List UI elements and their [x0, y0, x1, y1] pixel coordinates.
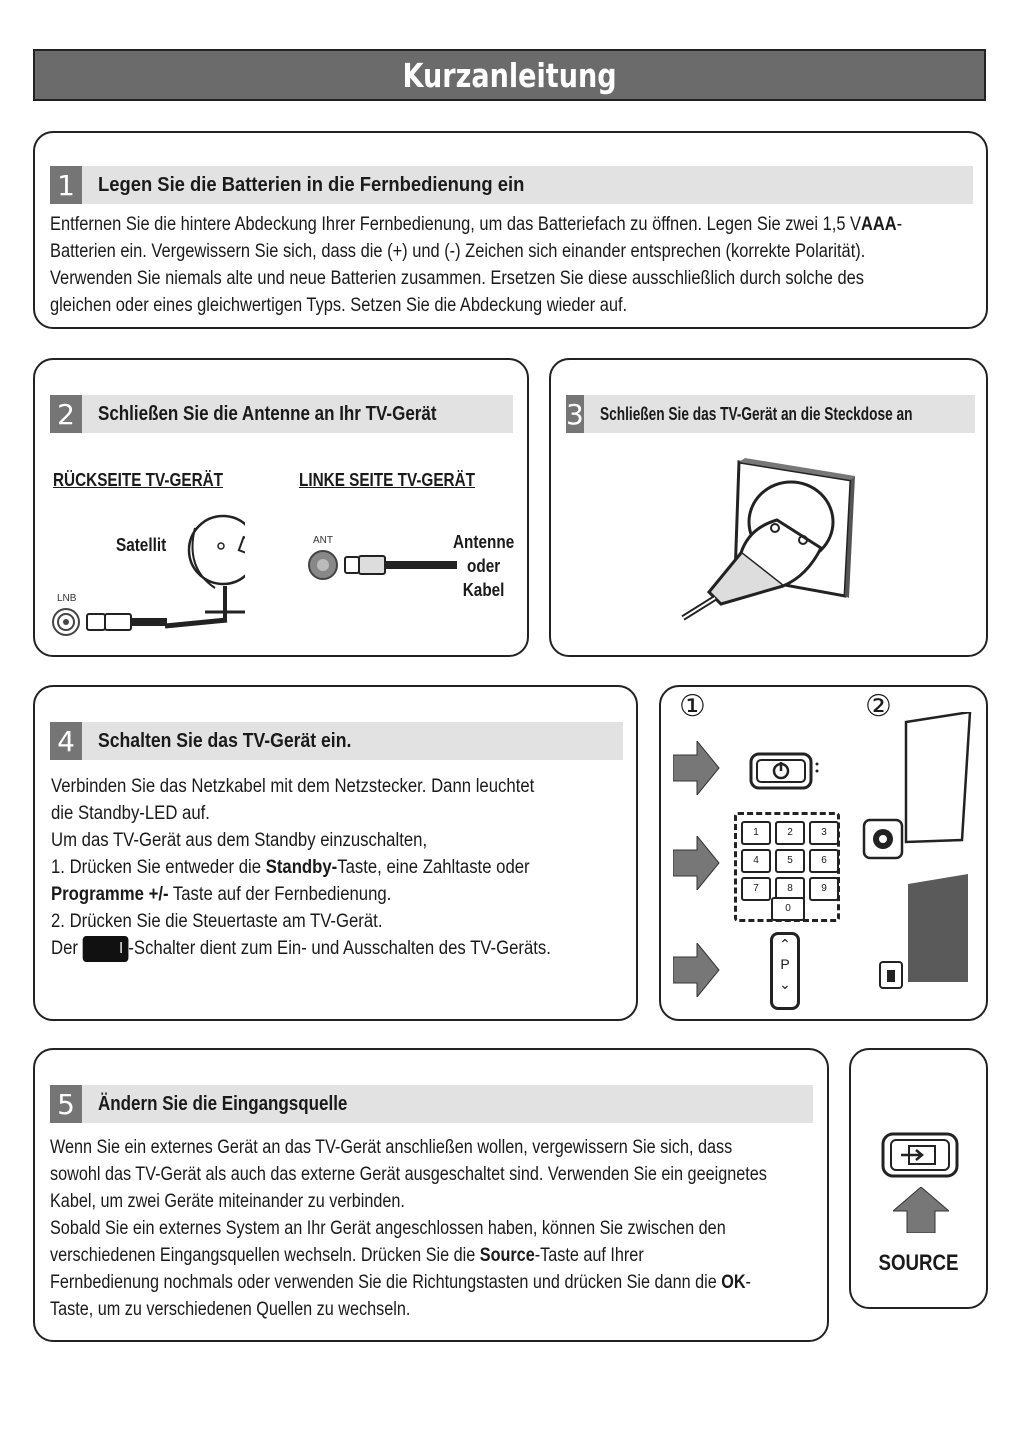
keypad-key-9[interactable]: 9 [809, 877, 839, 901]
programme-rocker[interactable] [770, 932, 800, 1010]
keypad-key-0[interactable]: 0 [771, 897, 805, 921]
keypad-key-1[interactable]: 1 [741, 821, 771, 845]
step1-number: 1 [50, 166, 82, 204]
keypad-key-3[interactable]: 3 [809, 821, 839, 845]
step1-box [33, 131, 988, 329]
step2-header [50, 395, 513, 433]
page-title: Kurzanleitung [402, 55, 617, 95]
step4-line: die Standby-LED auf. [51, 803, 210, 824]
step5-line: Taste, um zu verschiedenen Quellen zu wechseln. [50, 1299, 411, 1320]
programme-key-label: P [780, 956, 790, 972]
step5-box [33, 1048, 829, 1342]
step5-header [50, 1085, 813, 1123]
step4-line: Um das TV-Gerät aus dem Standby einzuschalten, [51, 830, 428, 851]
antenna-label: Antenne oder Kabel [453, 532, 515, 600]
step1-text [50, 211, 902, 319]
step1-line: Entfernen Sie die hintere Abdeckung Ihrer Fernbedienung, um das Batteriefach zu öffnen. Legen Sie zwei 1,5 VAAA- [50, 214, 903, 235]
keypad-key-5[interactable]: 5 [775, 849, 805, 873]
step4-line: 1. Drücken Sie entweder die Standby-Taste, eine Zahltaste oder [51, 857, 530, 878]
keypad-key-6[interactable]: 6 [809, 849, 839, 873]
antenna-connector-icon [305, 545, 475, 585]
power-plug-icon [679, 458, 879, 628]
keypad-key-7[interactable]: 7 [741, 877, 771, 901]
arrow-right-icon [673, 741, 721, 795]
source-button-icon [881, 1132, 961, 1178]
step2-number: 2 [50, 395, 82, 433]
step3-header [566, 395, 975, 433]
left-side-label: LINKE SEITE TV-GERÄT [299, 470, 475, 490]
step5-text [50, 1134, 767, 1323]
step4-illustration-box [659, 685, 988, 1021]
step1-header [50, 166, 973, 204]
step3-box [549, 358, 988, 657]
step4-header [50, 722, 623, 760]
step2-box [33, 358, 529, 657]
step1-title: Legen Sie die Batterien in die Fernbedienung ein [98, 173, 525, 196]
arrow-right-icon [673, 943, 721, 997]
step4-text [51, 773, 551, 962]
standby-button-icon [749, 752, 825, 790]
arrow-up-icon [893, 1187, 949, 1233]
chevron-up-icon: ⌃ [779, 936, 791, 952]
tv-side-panel-icon [858, 712, 978, 1012]
step5-line: Wenn Sie ein externes Gerät an das TV-Gerät anschließen wollen, vergewissern Sie sich, dass [50, 1137, 733, 1158]
step1-line: gleichen oder eines gleichwertigen Typs. Setzen Sie die Abdeckung wieder auf. [50, 295, 628, 316]
chevron-down-icon: ⌄ [779, 976, 791, 992]
satellite-label: Satellit [116, 535, 167, 555]
step5-number: 5 [50, 1085, 82, 1123]
keypad-key-2[interactable]: 2 [775, 821, 805, 845]
source-illustration-box [849, 1048, 988, 1309]
step5-line: Sobald Sie ein externes System an Ihr Gerät angeschlossen haben, können Sie zwischen den [50, 1218, 726, 1239]
arrow-right-icon [673, 836, 721, 890]
step5-line: verschiedenen Eingangsquellen wechseln. Drücken Sie die Source-Taste auf Ihrer [50, 1245, 644, 1266]
step3-number: 3 [566, 395, 584, 433]
step4-title: Schalten Sie das TV-Gerät ein. [98, 729, 352, 752]
step1-line: Batterien ein. Vergewissern Sie sich, dass die (+) und (-) Zeichen sich einander entsprechen (korrekte Polarität). [50, 241, 866, 262]
lnb-label: LNB [57, 593, 77, 604]
option-1-marker: ① [679, 689, 706, 724]
keypad-key-8[interactable]: 8 [775, 877, 805, 901]
step5-line: Kabel, um zwei Geräte miteinander zu verbinden. [50, 1191, 405, 1212]
step4-line: Der I -Schalter dient zum Ein- und Ausschalten des TV-Geräts. [51, 935, 551, 962]
step4-line: 2. Drücken Sie die Steuertaste am TV-Gerät. [51, 911, 383, 932]
step4-line: Verbinden Sie das Netzkabel mit dem Netzstecker. Dann leuchtet [51, 776, 535, 797]
page-title-bar [33, 49, 986, 101]
rear-side-label: RÜCKSEITE TV-GERÄT [53, 470, 224, 490]
step5-title: Ändern Sie die Eingangsquelle [98, 1092, 348, 1115]
step1-line: Verwenden Sie niemals alte und neue Batterien zusammen. Ersetzen Sie diese ausschließlich durch solche des [50, 268, 864, 289]
step4-number: 4 [50, 722, 82, 760]
source-label: SOURCE [878, 1250, 959, 1275]
option-2-marker: ② [865, 689, 892, 724]
keypad-key-4[interactable]: 4 [741, 849, 771, 873]
satellite-dish-icon [45, 508, 245, 648]
step2-title: Schließen Sie die Antenne an Ihr TV-Gerät [98, 402, 437, 425]
power-switch-icon: I [83, 936, 129, 962]
step4-line: Programme +/- Taste auf der Fernbedienung. [51, 884, 392, 905]
ant-label: ANT [313, 535, 333, 546]
step5-line: sowohl das TV-Gerät als auch das externe Gerät ausgeschaltet sind. Verwenden Sie ein geeignetes [50, 1164, 767, 1185]
step5-line: Fernbedienung nochmals oder verwenden Sie die Richtungstasten und drücken Sie dann die OK- [50, 1272, 751, 1293]
step4-box [33, 685, 638, 1021]
step3-title: Schließen Sie das TV-Gerät an die Steckdose an [599, 403, 913, 424]
